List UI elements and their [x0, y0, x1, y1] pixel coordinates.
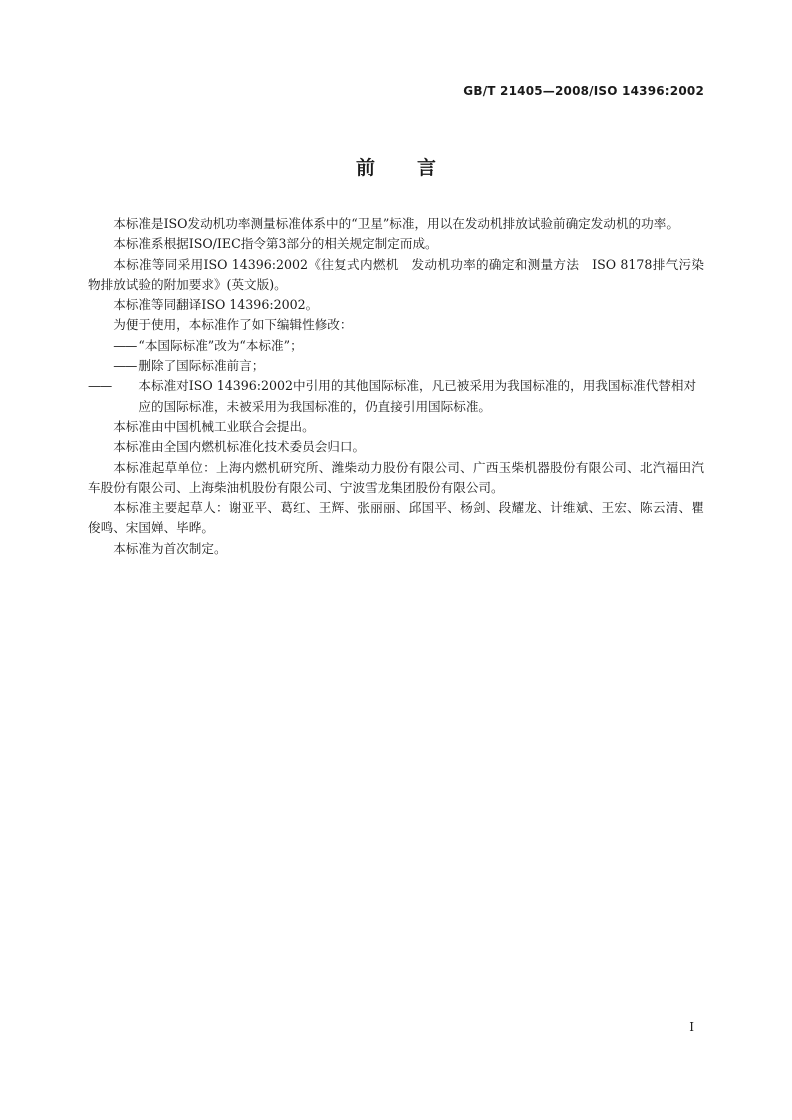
- dash-mark: ——: [88, 378, 112, 394]
- paragraph: 为便于使用，本标准作了如下编辑性修改：: [113, 317, 353, 333]
- dash-item-text: 本标准对ISO 14396:2002中引用的其他国际标准，凡已被采用为我国标准的，用我国标准代替相对应的国际标准，未被采用为我国标准的，仍直接引用国际标准。: [138, 378, 697, 414]
- paragraph: 本标准起草单位：上海内燃机研究所、潍柴动力股份有限公司、广西玉柴机器股份有限公司、北汽福田汽车股份有限公司、上海柴油机股份有限公司、宁波雪龙集团股份有限公司。: [88, 459, 704, 495]
- paragraph: 本标准等同翻译ISO 14396:2002。: [113, 297, 319, 313]
- dash-list-item: [88, 336, 704, 356]
- paragraph: 本标准等同采用ISO 14396:2002《往复式内燃机 发动机功率的确定和测量方法 ISO 8178排气污染物排放试验的附加要求》(英文版)。: [88, 256, 704, 292]
- paragraph: 本标准为首次制定。: [113, 540, 227, 556]
- paragraph: 本标准系根据ISO/IEC指令第3部分的相关规定制定而成。: [113, 236, 438, 252]
- preface-body: [88, 214, 704, 559]
- paragraph: 本标准主要起草人：谢亚平、葛红、王辉、张丽丽、邱国平、杨剑、段耀龙、计维斌、王宏、陈云清、瞿俊鸣、宋国婵、毕晔。: [88, 500, 704, 536]
- standard-code-header: GB/T 21405—2008/ISO 14396:2002: [463, 84, 704, 98]
- dash-mark: ——: [113, 337, 137, 353]
- dash-list-item: [88, 356, 704, 376]
- paragraph: 本标准由全国内燃机标准化技术委员会归口。: [113, 439, 366, 455]
- page-number: I: [689, 1020, 694, 1034]
- title-char-1: 前: [355, 157, 375, 179]
- title-char-2: 言: [417, 157, 437, 179]
- page-title: [0, 153, 792, 180]
- paragraph: 本标准由中国机械工业联合会提出。: [113, 418, 315, 434]
- dash-list-item: [88, 376, 704, 417]
- paragraph: 本标准是ISO发动机功率测量标准体系中的“卫星”标准，用以在发动机排放试验前确定发动机的功率。: [113, 216, 679, 231]
- dash-item-text: 删除了国际标准前言；: [138, 358, 265, 374]
- dash-mark: ——: [113, 358, 137, 374]
- dash-item-text: “本国际标准”改为“本标准”；: [138, 337, 303, 353]
